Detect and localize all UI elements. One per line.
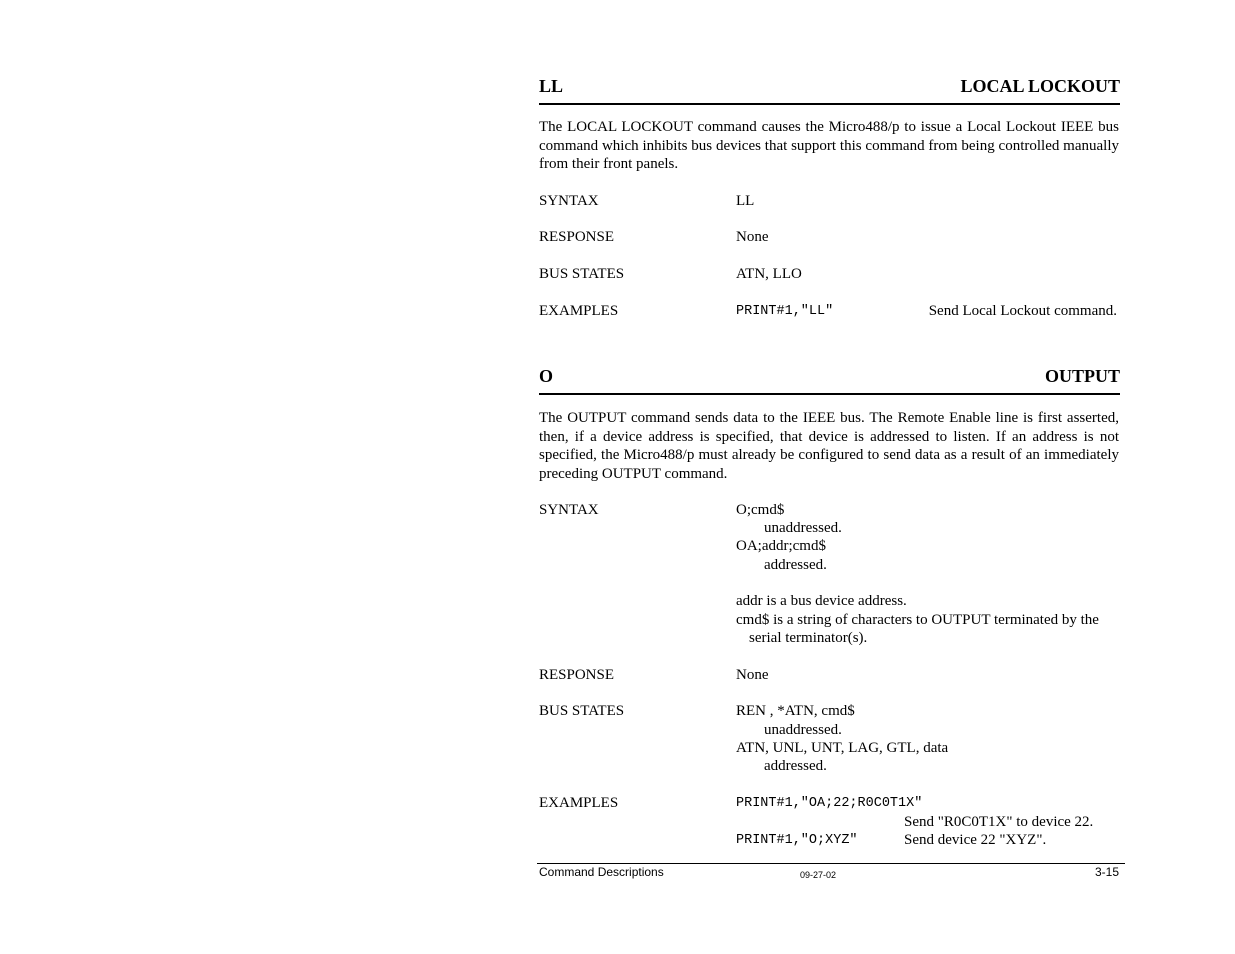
- example-code: PRINT#1,"OA;22;R0C0T1X": [736, 796, 923, 811]
- bus-states-value: ATN, LLO: [736, 266, 802, 282]
- footer-page-number: 3-15: [1094, 865, 1119, 879]
- bus-states-label: BUS STATES: [539, 703, 625, 719]
- section-header-output: [539, 365, 1120, 395]
- response-label: RESPONSE: [539, 667, 615, 683]
- command-description: The LOCAL LOCKOUT command causes the Micro488/p to issue a Local Lockout IEEE bus command which inhibits bus devices that support this command from being controlled manually from their front panels.: [539, 119, 1119, 172]
- bus-states-line: ATN, UNL, UNT, LAG, GTL, data: [736, 740, 949, 756]
- syntax-note: serial terminator(s).: [749, 630, 868, 646]
- bus-states-line: REN , *ATN, cmd$: [736, 703, 855, 719]
- example-code: PRINT#1,"LL": [736, 304, 834, 319]
- syntax-label: SYNTAX: [539, 193, 599, 209]
- bus-states-line-note: addressed.: [764, 758, 827, 774]
- footer-section-name: Command Descriptions: [539, 865, 664, 879]
- example-code: PRINT#1,"O;XYZ": [736, 833, 858, 848]
- example-description: Send Local Lockout command.: [928, 303, 1117, 319]
- response-label: RESPONSE: [539, 229, 615, 245]
- syntax-label: SYNTAX: [539, 502, 599, 518]
- syntax-value: LL: [736, 193, 755, 209]
- syntax-line-note: unaddressed.: [764, 520, 842, 536]
- response-value: None: [736, 229, 769, 245]
- response-value: None: [736, 667, 769, 683]
- syntax-note: cmd$ is a string of characters to OUTPUT terminated by the: [736, 612, 1099, 628]
- command-code: O: [539, 366, 554, 386]
- syntax-note: addr is a bus device address.: [736, 593, 907, 609]
- examples-label: EXAMPLES: [539, 303, 619, 319]
- section-header-local-lockout: [539, 75, 1120, 105]
- footer-date: 09-27-02: [800, 870, 837, 880]
- bus-states-line-note: unaddressed.: [764, 722, 842, 738]
- examples-label: EXAMPLES: [539, 795, 619, 811]
- command-title: LOCAL LOCKOUT: [960, 76, 1120, 96]
- syntax-line: O;cmd$: [736, 502, 785, 518]
- example-description: Send "R0C0T1X" to device 22.: [904, 814, 1094, 830]
- example-description: Send device 22 "XYZ".: [904, 832, 1047, 848]
- syntax-line: OA;addr;cmd$: [736, 538, 826, 554]
- command-title: OUTPUT: [1044, 366, 1120, 386]
- command-code: LL: [539, 76, 564, 96]
- syntax-line-note: addressed.: [764, 557, 827, 573]
- footer-rule: [537, 863, 1125, 864]
- command-description: The OUTPUT command sends data to the IEEE bus. The Remote Enable line is first asserted, then, if a device address is specified, that device is addressed to listen. If an address is not specified, the Micro488/p must already be configured to send data as a result of an immediately preceding OUTPUT command.: [539, 410, 1119, 482]
- bus-states-label: BUS STATES: [539, 266, 625, 282]
